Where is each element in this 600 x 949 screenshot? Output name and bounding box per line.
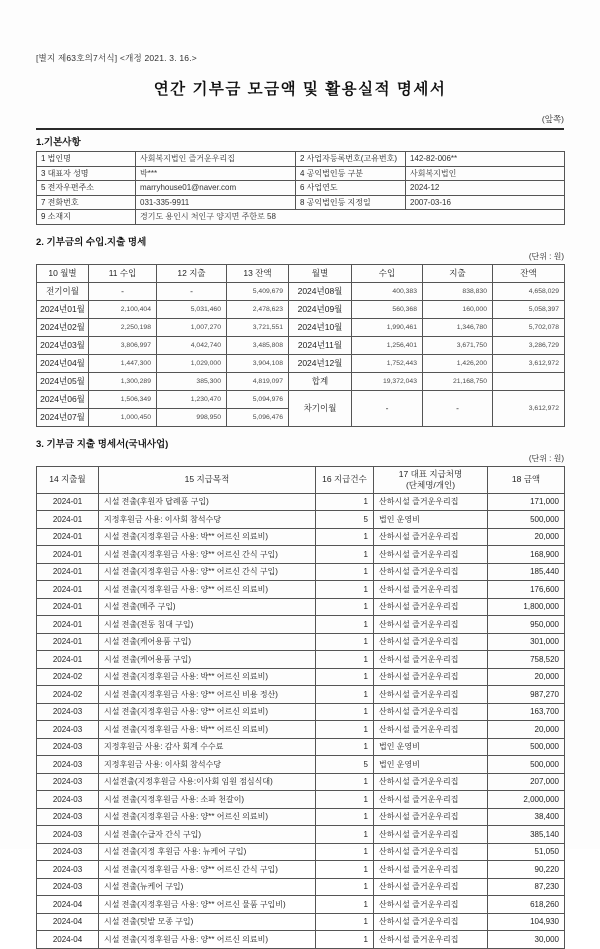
amount-cell: 1,506,349 xyxy=(89,390,157,408)
field-value: 2007-03-16 xyxy=(406,195,565,210)
count-cell: 1 xyxy=(316,773,374,791)
expense-month-cell: 2024-01 xyxy=(37,511,99,529)
table-row xyxy=(37,738,565,756)
amount-cell: 87,230 xyxy=(488,878,565,896)
purpose-cell: 시설 전출(케어용품 구입) xyxy=(99,651,316,669)
amount-cell: 21,168,750 xyxy=(423,372,493,390)
amount-cell: 385,140 xyxy=(488,826,565,844)
section3-heading: 3. 기부금 지출 명세서(국내사업) xyxy=(36,438,169,450)
column-header: 잔액 xyxy=(493,264,565,282)
table-row xyxy=(37,210,565,225)
amount-cell: 2,100,404 xyxy=(89,300,157,318)
payee-cell: 산하시설 즐거운우리집 xyxy=(374,791,488,809)
table-row xyxy=(37,651,565,669)
amount-cell: 500,000 xyxy=(488,511,565,529)
table-row xyxy=(37,633,565,651)
payee-cell: 산하시설 즐거운우리집 xyxy=(374,861,488,879)
count-cell: 1 xyxy=(316,878,374,896)
purpose-cell: 시설 전출(텃밭 모종 구입) xyxy=(99,913,316,931)
column-header: 16 지급건수 xyxy=(316,466,374,493)
expense-month-cell: 2024-01 xyxy=(37,598,99,616)
amount-cell: 3,904,108 xyxy=(227,354,289,372)
purpose-cell: 시설 전출(지정후원금 사용: 양** 어르신 간식 구입) xyxy=(99,546,316,564)
table-row xyxy=(37,563,565,581)
payee-cell: 산하시설 즐거운우리집 xyxy=(374,686,488,704)
amount-cell: 20,000 xyxy=(488,528,565,546)
month-cell: 2024년09월 xyxy=(289,300,352,318)
column-header: 18 금액 xyxy=(488,466,565,493)
form-note: [별지 제63호의7서식] <개정 2021. 3. 16.> xyxy=(36,53,197,63)
field-label: 7 전화번호 xyxy=(37,195,136,210)
table-row xyxy=(37,493,565,511)
field-label: 1 법인명 xyxy=(37,152,136,167)
table-row xyxy=(37,843,565,861)
amount-cell: 1,029,000 xyxy=(157,354,227,372)
month-cell: 2024년01월 xyxy=(37,300,89,318)
table-row xyxy=(37,686,565,704)
expense-month-cell: 2024-03 xyxy=(37,878,99,896)
month-cell: 2024년06월 xyxy=(37,390,89,408)
amount-cell: 998,950 xyxy=(157,408,227,426)
table-row xyxy=(37,791,565,809)
payee-cell: 산하시설 즐거운우리집 xyxy=(374,616,488,634)
field-value: marryhouse01@naver.com xyxy=(136,181,296,196)
expense-month-cell: 2024-03 xyxy=(37,861,99,879)
expense-month-cell: 2024-03 xyxy=(37,843,99,861)
amount-cell: 90,220 xyxy=(488,861,565,879)
count-cell: 1 xyxy=(316,843,374,861)
payee-cell: 법인 운영비 xyxy=(374,738,488,756)
column-header: 10 월별 xyxy=(37,264,89,282)
amount-cell: 3,671,750 xyxy=(423,336,493,354)
table-row xyxy=(37,913,565,931)
expense-detail-table xyxy=(36,466,565,949)
amount-cell: 3,485,808 xyxy=(227,336,289,354)
table-row xyxy=(37,581,565,599)
amount-cell: 20,000 xyxy=(488,721,565,739)
amount-cell: 3,612,972 xyxy=(493,354,565,372)
field-value: 사회복지법인 즐거운우리집 xyxy=(136,152,296,167)
table-row xyxy=(37,336,565,354)
amount-cell: 5,031,460 xyxy=(157,300,227,318)
purpose-cell: 시설 전출(지정후원금 사용: 양** 어르신 물품 구입비) xyxy=(99,896,316,914)
section1-heading: 1.기본사항 xyxy=(36,137,81,148)
month-cell: 2024년03월 xyxy=(37,336,89,354)
amount-cell: - xyxy=(423,390,493,426)
table-row xyxy=(37,896,565,914)
expense-month-cell: 2024-04 xyxy=(37,896,99,914)
column-header: 월별 xyxy=(289,264,352,282)
purpose-cell: 시설 전출(후원자 답례품 구입) xyxy=(99,493,316,511)
payee-cell: 산하시설 즐거운우리집 xyxy=(374,931,488,949)
count-cell: 1 xyxy=(316,546,374,564)
table-row xyxy=(37,152,565,167)
amount-cell: 3,721,551 xyxy=(227,318,289,336)
column-header xyxy=(374,466,488,493)
expense-month-cell: 2024-03 xyxy=(37,721,99,739)
month-cell: 2024년08월 xyxy=(289,282,352,300)
amount-cell: 5,094,976 xyxy=(227,390,289,408)
purpose-cell: 시설 전출(뉴케어 구입) xyxy=(99,878,316,896)
table-row xyxy=(37,703,565,721)
count-cell: 1 xyxy=(316,826,374,844)
table-row xyxy=(37,166,565,181)
count-cell: 1 xyxy=(316,703,374,721)
amount-cell: 207,000 xyxy=(488,773,565,791)
expense-rows xyxy=(37,493,565,948)
amount-cell: 185,440 xyxy=(488,563,565,581)
expense-month-cell: 2024-01 xyxy=(37,563,99,581)
purpose-cell: 시설 전출(지정후원금 사용: 소파 천갈이) xyxy=(99,791,316,809)
purpose-cell: 시설 전출(지정후원금 사용: 양** 어르신 비용 정산) xyxy=(99,686,316,704)
table-row xyxy=(37,318,565,336)
amount-cell: 5,702,078 xyxy=(493,318,565,336)
carryover-label-cell: 차기이월 xyxy=(289,390,352,426)
payee-cell: 산하시설 즐거운우리집 xyxy=(374,493,488,511)
amount-cell: 5,409,679 xyxy=(227,282,289,300)
amount-cell: 950,000 xyxy=(488,616,565,634)
top-divider xyxy=(36,128,564,130)
column-header: 14 지출월 xyxy=(37,466,99,493)
amount-cell: 1,256,401 xyxy=(352,336,423,354)
purpose-cell: 시설 전출(지정후원금 사용: 양** 어르신 의료비) xyxy=(99,808,316,826)
field-label: 9 소재지 xyxy=(37,210,136,225)
table-row xyxy=(37,546,565,564)
amount-cell: 104,930 xyxy=(488,913,565,931)
amount-cell: - xyxy=(157,282,227,300)
month-cell: 2024년11월 xyxy=(289,336,352,354)
amount-cell: 838,830 xyxy=(423,282,493,300)
count-cell: 1 xyxy=(316,721,374,739)
table-row xyxy=(37,826,565,844)
expense-month-cell: 2024-03 xyxy=(37,826,99,844)
payee-cell: 산하시설 즐거운우리집 xyxy=(374,633,488,651)
count-cell: 1 xyxy=(316,931,374,949)
purpose-cell: 시설 전출(지정 후원금 사용: 뉴케어 구입) xyxy=(99,843,316,861)
amount-cell: 1,230,470 xyxy=(157,390,227,408)
expense-month-cell: 2024-01 xyxy=(37,651,99,669)
amount-cell: 168,900 xyxy=(488,546,565,564)
field-value: 031-335-9911 xyxy=(136,195,296,210)
field-label: 5 전자우편주소 xyxy=(37,181,136,196)
amount-cell: 1,000,450 xyxy=(89,408,157,426)
expense-month-cell: 2024-01 xyxy=(37,581,99,599)
table-row xyxy=(37,511,565,529)
amount-cell: 4,658,029 xyxy=(493,282,565,300)
income-expense-table xyxy=(36,264,565,427)
amount-cell: 163,700 xyxy=(488,703,565,721)
table-row xyxy=(37,861,565,879)
payee-cell: 산하시설 즐거운우리집 xyxy=(374,651,488,669)
field-value: 사회복지법인 xyxy=(406,166,565,181)
purpose-cell: 시설 전출(전동 침대 구입) xyxy=(99,616,316,634)
amount-cell: 5,058,397 xyxy=(493,300,565,318)
table-row xyxy=(37,528,565,546)
table-row xyxy=(37,372,565,390)
empty-cell xyxy=(493,372,565,390)
column-header: 12 지출 xyxy=(157,264,227,282)
amount-cell: 1,752,443 xyxy=(352,354,423,372)
amount-cell: 301,000 xyxy=(488,633,565,651)
table-row xyxy=(37,721,565,739)
count-cell: 1 xyxy=(316,791,374,809)
amount-cell: 1,990,461 xyxy=(352,318,423,336)
payee-cell: 산하시설 즐거운우리집 xyxy=(374,826,488,844)
expense-month-cell: 2024-03 xyxy=(37,703,99,721)
amount-cell: 618,260 xyxy=(488,896,565,914)
purpose-cell: 시설 전출(지정후원금 사용: 양** 어르신 의료비) xyxy=(99,703,316,721)
purpose-cell: 시설전출(지정후원금 사용:이사회 임원 점심식대) xyxy=(99,773,316,791)
field-value: 142-82-006** xyxy=(406,152,565,167)
payee-cell: 산하시설 즐거운우리집 xyxy=(374,773,488,791)
count-cell: 1 xyxy=(316,808,374,826)
purpose-cell: 지정후원금 사용: 감사 회계 수수료 xyxy=(99,738,316,756)
purpose-cell: 시설 전출(지정후원금 사용: 양** 어르신 의료비) xyxy=(99,931,316,949)
column-header-line1: 17 대표 지급처명 xyxy=(398,468,463,479)
month-cell: 2024년02월 xyxy=(37,318,89,336)
count-cell: 1 xyxy=(316,738,374,756)
month-cell: 전기이월 xyxy=(37,282,89,300)
field-label: 3 대표자 성명 xyxy=(37,166,136,181)
field-value: 박*** xyxy=(136,166,296,181)
payee-cell: 산하시설 즐거운우리집 xyxy=(374,668,488,686)
count-cell: 1 xyxy=(316,668,374,686)
amount-cell: 2,250,198 xyxy=(89,318,157,336)
table-row xyxy=(37,390,565,408)
amount-cell: 4,042,740 xyxy=(157,336,227,354)
amount-cell: 1,447,300 xyxy=(89,354,157,372)
amount-cell: 500,000 xyxy=(488,756,565,774)
amount-cell: 3,806,997 xyxy=(89,336,157,354)
table-row xyxy=(37,282,565,300)
count-cell: 1 xyxy=(316,913,374,931)
purpose-cell: 시설 전출(메주 구입) xyxy=(99,598,316,616)
expense-month-cell: 2024-01 xyxy=(37,633,99,651)
table-row xyxy=(37,354,565,372)
amount-cell: 38,400 xyxy=(488,808,565,826)
count-cell: 1 xyxy=(316,861,374,879)
column-header-line2: (단체명/개인) xyxy=(405,479,456,490)
expense-month-cell: 2024-03 xyxy=(37,773,99,791)
amount-cell: 51,050 xyxy=(488,843,565,861)
column-header: 수입 xyxy=(352,264,423,282)
purpose-cell: 시설 전출(지정후원금 사용: 양** 어르신 의료비) xyxy=(99,581,316,599)
payee-cell: 산하시설 즐거운우리집 xyxy=(374,546,488,564)
month-cell: 2024년05월 xyxy=(37,372,89,390)
field-label: 8 공익법인등 지정일 xyxy=(296,195,406,210)
table-row xyxy=(37,668,565,686)
payee-cell: 법인 운영비 xyxy=(374,511,488,529)
count-cell: 5 xyxy=(316,511,374,529)
basic-info-table xyxy=(36,151,565,225)
amount-cell: 2,478,623 xyxy=(227,300,289,318)
table-header-row xyxy=(37,466,565,493)
unit-label: (단위 : 원) xyxy=(528,251,564,261)
purpose-cell: 시설 전출(지정후원금 사용: 박** 어르신 의료비) xyxy=(99,721,316,739)
expense-month-cell: 2024-04 xyxy=(37,913,99,931)
field-label: 2 사업자등록번호(고유번호) xyxy=(296,152,406,167)
table-row xyxy=(37,773,565,791)
amount-cell: 20,000 xyxy=(488,668,565,686)
payee-cell: 산하시설 즐거운우리집 xyxy=(374,913,488,931)
payee-cell: 산하시설 즐거운우리집 xyxy=(374,843,488,861)
count-cell: 1 xyxy=(316,633,374,651)
table-row xyxy=(37,931,565,949)
unit-label: (단위 : 원) xyxy=(528,453,564,463)
column-header: 11 수입 xyxy=(89,264,157,282)
column-header: 지출 xyxy=(423,264,493,282)
payee-cell: 법인 운영비 xyxy=(374,756,488,774)
payee-cell: 산하시설 즐거운우리집 xyxy=(374,808,488,826)
table-row xyxy=(37,181,565,196)
table-row xyxy=(37,756,565,774)
page-side-label: (앞쪽) xyxy=(541,114,564,124)
table-header-row xyxy=(37,264,565,282)
purpose-cell: 시설 전출(지정후원금 사용: 양** 어르신 간식 구입) xyxy=(99,563,316,581)
field-value: 2024-12 xyxy=(406,181,565,196)
table-row xyxy=(37,300,565,318)
expense-month-cell: 2024-01 xyxy=(37,546,99,564)
field-label: 6 사업연도 xyxy=(296,181,406,196)
total-label-cell: 합계 xyxy=(289,372,352,390)
count-cell: 1 xyxy=(316,651,374,669)
expense-month-cell: 2024-03 xyxy=(37,808,99,826)
amount-cell: 500,000 xyxy=(488,738,565,756)
amount-cell: 160,000 xyxy=(423,300,493,318)
amount-cell: 987,270 xyxy=(488,686,565,704)
payee-cell: 산하시설 즐거운우리집 xyxy=(374,598,488,616)
payee-cell: 산하시설 즐거운우리집 xyxy=(374,896,488,914)
payee-cell: 산하시설 즐거운우리집 xyxy=(374,703,488,721)
payee-cell: 산하시설 즐거운우리집 xyxy=(374,581,488,599)
month-cell: 2024년12월 xyxy=(289,354,352,372)
table-row xyxy=(37,808,565,826)
count-cell: 1 xyxy=(316,616,374,634)
amount-cell: 1,426,200 xyxy=(423,354,493,372)
purpose-cell: 시설 전출(지정후원금 사용: 박** 어르신 의료비) xyxy=(99,528,316,546)
amount-cell: 5,096,476 xyxy=(227,408,289,426)
amount-cell: 385,300 xyxy=(157,372,227,390)
amount-cell: 400,383 xyxy=(352,282,423,300)
amount-cell: 1,007,270 xyxy=(157,318,227,336)
purpose-cell: 시설 전출(수급자 간식 구입) xyxy=(99,826,316,844)
purpose-cell: 지정후원금 사용: 이사회 참석수당 xyxy=(99,511,316,529)
amount-cell: 758,520 xyxy=(488,651,565,669)
field-value: 경기도 용인시 처인구 양지면 주한로 58 xyxy=(136,210,565,225)
month-cell: 2024년04월 xyxy=(37,354,89,372)
amount-cell: 3,612,972 xyxy=(493,390,565,426)
count-cell: 1 xyxy=(316,581,374,599)
count-cell: 1 xyxy=(316,493,374,511)
expense-month-cell: 2024-02 xyxy=(37,668,99,686)
table-row xyxy=(37,878,565,896)
count-cell: 1 xyxy=(316,686,374,704)
column-header: 13 잔액 xyxy=(227,264,289,282)
amount-cell: 1,300,289 xyxy=(89,372,157,390)
month-cell: 2024년10월 xyxy=(289,318,352,336)
amount-cell: 1,346,780 xyxy=(423,318,493,336)
amount-cell: - xyxy=(352,390,423,426)
amount-cell: 171,000 xyxy=(488,493,565,511)
expense-month-cell: 2024-01 xyxy=(37,493,99,511)
expense-month-cell: 2024-02 xyxy=(37,686,99,704)
count-cell: 5 xyxy=(316,756,374,774)
count-cell: 1 xyxy=(316,528,374,546)
count-cell: 1 xyxy=(316,563,374,581)
table-row xyxy=(37,598,565,616)
section2-heading: 2. 기부금의 수입.지출 명세 xyxy=(36,236,147,248)
expense-month-cell: 2024-01 xyxy=(37,616,99,634)
amount-cell: 3,286,729 xyxy=(493,336,565,354)
amount-cell: 560,368 xyxy=(352,300,423,318)
field-label: 4 공익법인등 구분 xyxy=(296,166,406,181)
payee-cell: 산하시설 즐거운우리집 xyxy=(374,878,488,896)
payee-cell: 산하시설 즐거운우리집 xyxy=(374,528,488,546)
month-cell: 2024년07월 xyxy=(37,408,89,426)
amount-cell: 2,000,000 xyxy=(488,791,565,809)
amount-cell: 1,800,000 xyxy=(488,598,565,616)
table-row xyxy=(37,616,565,634)
amount-cell: 4,819,097 xyxy=(227,372,289,390)
expense-month-cell: 2024-03 xyxy=(37,738,99,756)
count-cell: 1 xyxy=(316,598,374,616)
purpose-cell: 시설 전출(지정후원금 사용: 양** 어르신 간식 구입) xyxy=(99,861,316,879)
purpose-cell: 시설 전출(케어용품 구입) xyxy=(99,633,316,651)
amount-cell: - xyxy=(89,282,157,300)
expense-month-cell: 2024-03 xyxy=(37,756,99,774)
payee-cell: 산하시설 즐거운우리집 xyxy=(374,563,488,581)
purpose-cell: 시설 전출(지정후원금 사용: 박** 어르신 의료비) xyxy=(99,668,316,686)
expense-month-cell: 2024-01 xyxy=(37,528,99,546)
document-title: 연간 기부금 모금액 및 활용실적 명세서 xyxy=(153,81,447,98)
count-cell: 1 xyxy=(316,896,374,914)
expense-month-cell: 2024-03 xyxy=(37,791,99,809)
purpose-cell: 지정후원금 사용: 이사회 참석수당 xyxy=(99,756,316,774)
amount-cell: 30,000 xyxy=(488,931,565,949)
amount-cell: 19,372,043 xyxy=(352,372,423,390)
payee-cell: 산하시설 즐거운우리집 xyxy=(374,721,488,739)
table-row xyxy=(37,195,565,210)
amount-cell: 176,600 xyxy=(488,581,565,599)
column-header: 15 지급목적 xyxy=(99,466,316,493)
expense-month-cell: 2024-04 xyxy=(37,931,99,949)
